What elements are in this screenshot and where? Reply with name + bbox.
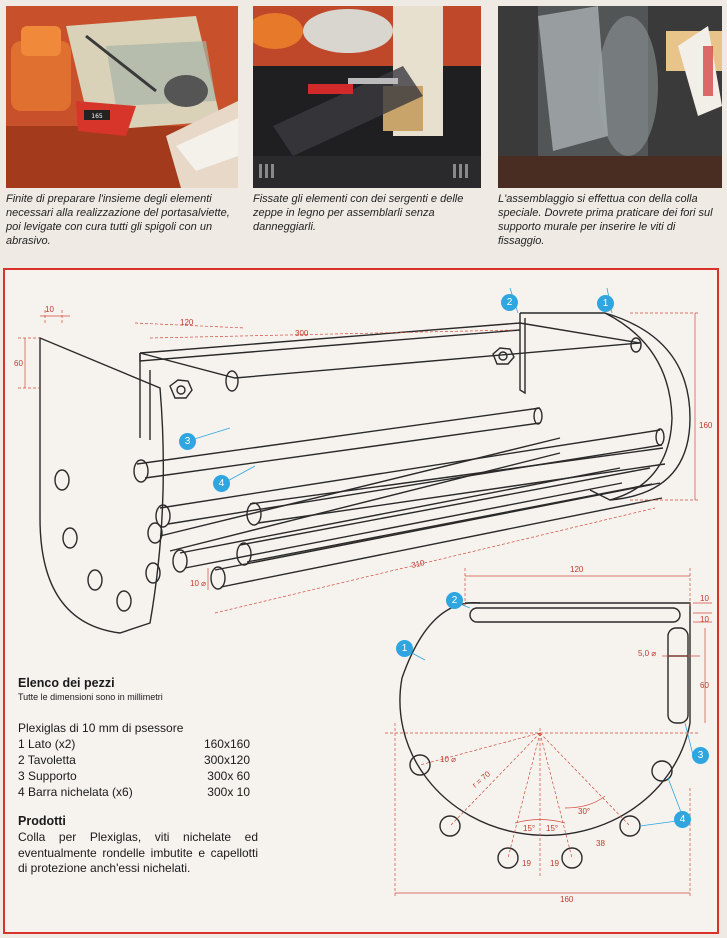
part-row: 1 Lato (x2) 160x160	[18, 737, 250, 751]
dim-3d-10dia: 10 ⌀	[190, 579, 206, 588]
dim-side-60: 60	[700, 681, 709, 690]
caption-1: Finite di preparare l'insieme degli elementi necessari alla realizzazione del portasalviette, poi levigate con cura tutti gli spigoli con un abrasivo.	[6, 193, 230, 247]
products-title: Prodotti	[18, 814, 66, 828]
dim-side-38: 38	[596, 839, 605, 848]
dim-3d-120: 120	[180, 318, 194, 327]
part-row: 3 Supporto 300x 60	[18, 769, 250, 783]
dim-side-10dia: 10 ⌀	[440, 755, 456, 764]
badge-part-4: 4	[674, 811, 691, 828]
dim-side-160: 160	[560, 895, 574, 904]
caption-2: Fissate gli elementi con dei sergenti e delle zeppe in legno per assemblarli senza danneggiarli.	[253, 193, 464, 233]
parts-list-title: Elenco dei pezzi	[18, 676, 115, 690]
dim-3d-10: 10	[45, 305, 54, 314]
dim-side-r70: r = 70	[470, 769, 493, 790]
bolt-icon	[170, 380, 192, 398]
isometric-view	[14, 305, 713, 633]
badge-part-1: 1	[597, 295, 614, 312]
parts-list-subtitle: Tutte le dimensioni sono in millimetri	[18, 692, 163, 702]
caption-3: L'assemblaggio si effettua con della colla speciale. Dovrete prima praticare dei fori sul supporto murale per inserire le viti di fissaggio.	[498, 193, 713, 247]
dim-3d-60: 60	[14, 359, 23, 368]
badge-part-3: 3	[692, 747, 709, 764]
badge-part-3: 3	[179, 433, 196, 450]
part-row: 2 Tavoletta 300x120	[18, 753, 250, 767]
dim-side-120: 120	[570, 565, 584, 574]
photo-sanding	[6, 6, 238, 188]
dim-3d-310: 310	[410, 558, 426, 570]
dim-side-30: 30°	[578, 807, 591, 816]
dim-3d-300: 300	[295, 329, 309, 338]
material-note: Plexiglas di 10 mm di psessore	[18, 721, 184, 735]
dim-side-19b: 19	[550, 859, 559, 868]
part-row: 4 Barra nichelata (x6) 300x 10	[18, 785, 250, 799]
dim-3d-160: 160	[699, 421, 713, 430]
photo-gluing	[498, 6, 722, 188]
products-text: Colla per Plexiglas, viti nichelate ed eventualmente rondelle imbutite e capellotti di protezione anch'essi nichelati.	[18, 830, 258, 875]
badge-part-1: 1	[396, 640, 413, 657]
dim-side-15b: 15°	[546, 824, 559, 833]
dim-side-19a: 19	[522, 859, 531, 868]
tool-mark: 165	[91, 113, 103, 120]
badge-part-2: 2	[446, 592, 463, 609]
dim-side-10a: 10	[700, 594, 709, 603]
badge-part-4: 4	[213, 475, 230, 492]
dim-side-15a: 15°	[523, 824, 536, 833]
dim-side-10b: 10	[700, 615, 709, 624]
badge-part-2: 2	[501, 294, 518, 311]
dim-side-5: 5,0 ⌀	[638, 649, 657, 658]
parts-list	[18, 676, 258, 877]
photo-clamping	[253, 6, 481, 188]
